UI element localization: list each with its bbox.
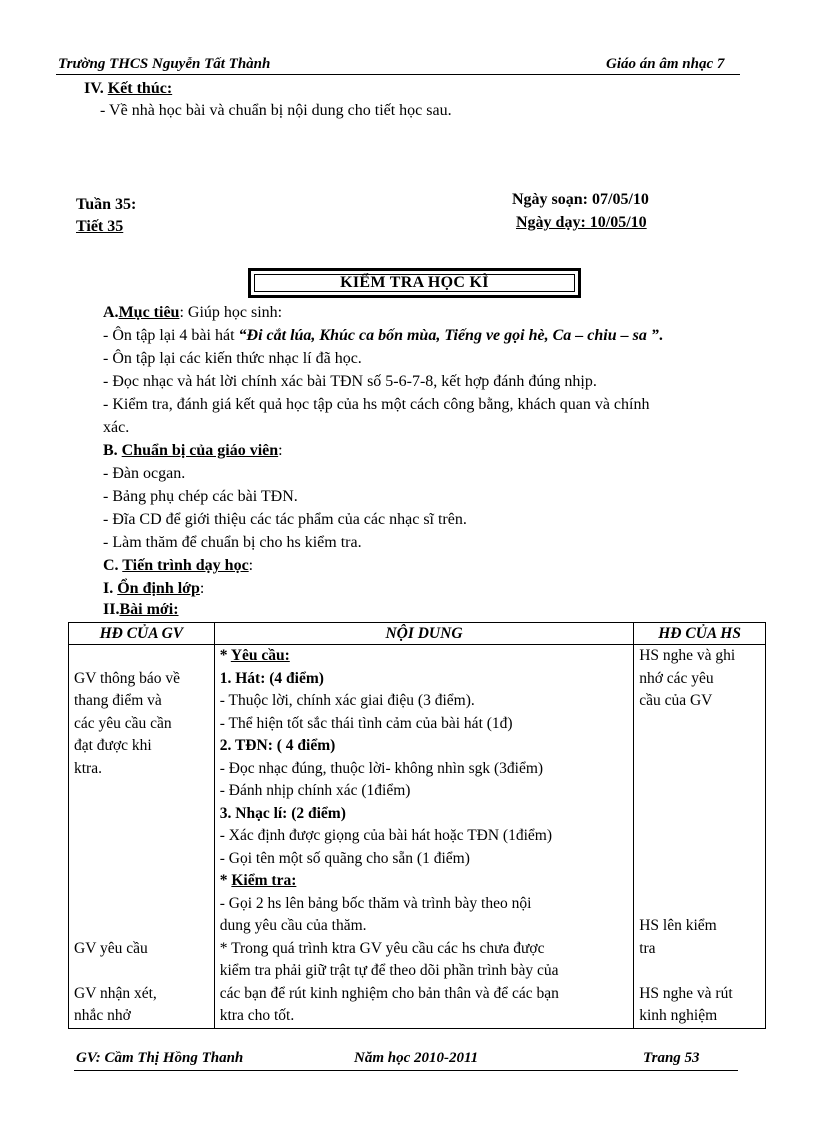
section-c-heading: C. Tiến trình dạy học:	[103, 557, 254, 574]
prep-item: - Đĩa CD để giới thiệu các tác phẩm của các nhạc sĩ trên.	[103, 511, 467, 528]
subject-title: Giáo án âm nhạc 7	[606, 56, 725, 72]
section-c-sub2: II.Bài mới:	[103, 601, 179, 618]
exam-heading: * Kiểm tra:	[219, 872, 297, 889]
lesson-table	[68, 622, 766, 1029]
col-header-teacher: HĐ CỦA GV	[69, 623, 215, 645]
footer-teacher: GV: Cầm Thị Hồng Thanh	[76, 1050, 244, 1066]
col-header-student: HĐ CỦA HS	[634, 623, 766, 645]
section-a-heading: A.Mục tiêu: Giúp học sinh:	[103, 304, 283, 321]
student-activity-cell: HS nghe và ghi nhớ các yêu cầu của GV HS lên kiểm tra HS nghe và rút kinh nghiệm	[634, 645, 766, 1029]
week-label: Tuần 35:	[76, 196, 137, 213]
page-title: KIỂM TRA HỌC KÌ	[254, 274, 575, 292]
prep-date: Ngày soạn: 07/05/10	[512, 191, 649, 208]
objective-assessment: - Kiểm tra, đánh giá kết quả học tập của hs một cách công bằng, khách quan và chính	[103, 396, 650, 413]
prep-item: - Làm thăm để chuẩn bị cho hs kiểm tra.	[103, 534, 362, 551]
objective-theory: - Ôn tập lại các kiến thức nhạc lí đã học.	[103, 350, 362, 367]
objective-songs: - Ôn tập lại 4 bài hát “Đi cắt lúa, Khúc ca bốn mùa, Tiếng ve gọi hè, Ca – chiu – sa ”.	[103, 327, 663, 344]
prep-item: - Đàn ocgan.	[103, 465, 186, 482]
prep-item: - Bảng phụ chép các bài TĐN.	[103, 488, 298, 505]
objective-assessment-cont: xác.	[103, 419, 130, 436]
teach-date: Ngày dạy: 10/05/10	[516, 214, 647, 231]
content-cell: * Yêu cầu: 1. Hát: (4 điểm) - Thuộc lời, chính xác giai điệu (3 điểm). - Thể hiện tốt sắc thái tình cảm của bài hát (1đ) 2. TĐN: ( 4 điểm) - Đọc nhạc đúng, thuộc lời- không nhìn sgk (3điểm) - Đánh nhịp chính xác (1điểm) 3. Nhạc lí: (2 điểm) - Xác định được giọng của bài hát hoặc TĐN (1điểm) - Gọi tên một số quãng cho sẵn (1 điểm) * Kiểm tra: - Gọi 2 hs lên bảng bốc thăm và trình bày theo nội dung yêu cầu của thăm. * Trong quá trình ktra GV yêu cầu các hs chưa được kiểm tra phải giữ trật tự để theo dõi phần trình bày của các bạn để rút kinh nghiệm cho bản thân và để các bạn ktra cho tốt.	[214, 645, 633, 1029]
footer-year: Năm học 2010-2011	[354, 1050, 479, 1066]
end-section-item: - Về nhà học bài và chuẩn bị nội dung cho tiết học sau.	[100, 102, 452, 119]
col-header-content: NỘI DUNG	[214, 623, 633, 645]
end-section-heading: IV. Kết thúc:	[84, 80, 173, 97]
footer-rule	[74, 1070, 738, 1071]
title-box	[248, 268, 581, 298]
teacher-activity-cell: GV thông báo về thang điểm và các yêu cầu cần đạt được khi ktra. GV yêu cầu GV nhận xét, nhắc nhở	[69, 645, 215, 1029]
requirements-heading: * Yêu cầu:	[219, 647, 290, 664]
table-row	[69, 645, 766, 1029]
table-header-row	[69, 623, 766, 645]
section-b-heading: B. Chuẩn bị của giáo viên:	[103, 442, 283, 459]
objective-reading: - Đọc nhạc và hát lời chính xác bài TĐN số 5-6-7-8, kết hợp đánh đúng nhịp.	[103, 373, 597, 390]
section-c-sub1: I. Ổn định lớp:	[103, 580, 205, 597]
footer-page: Trang 53	[643, 1050, 700, 1066]
period-label: Tiết 35	[76, 218, 124, 235]
school-name: Trường THCS Nguyễn Tất Thành	[58, 56, 271, 72]
header-rule	[56, 74, 740, 75]
